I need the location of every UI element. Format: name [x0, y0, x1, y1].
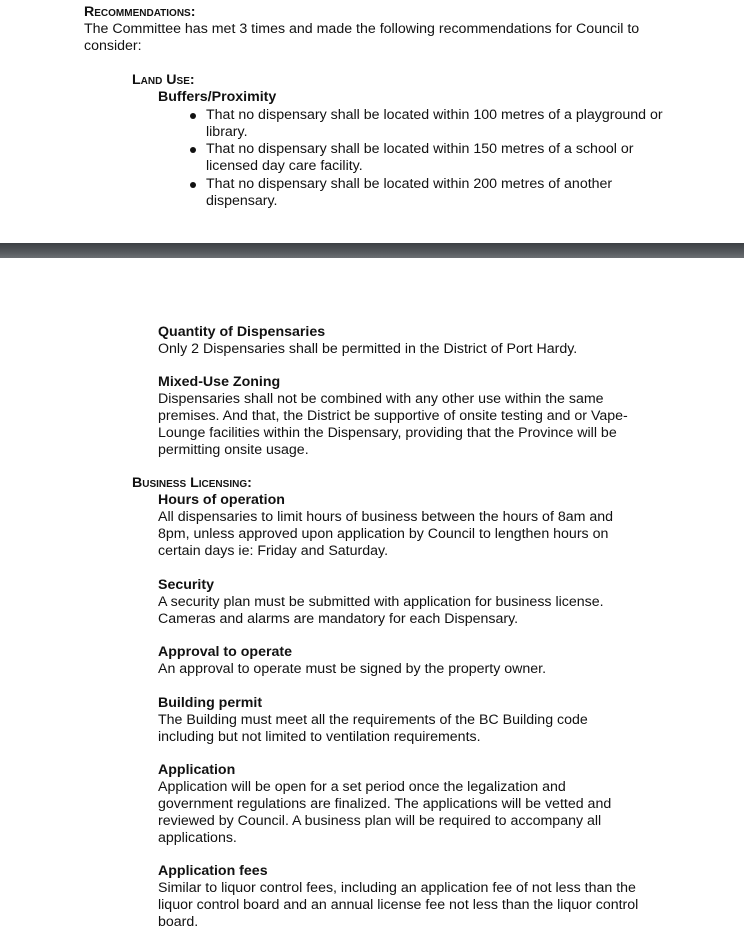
mixed-use-heading: Mixed-Use Zoning [158, 374, 281, 390]
recommendations-intro: The Committee has met 3 times and made the following recommendations for Council to consider: [84, 21, 640, 54]
section-hours [158, 492, 636, 560]
section-security [158, 577, 638, 628]
buffers-heading: Buffers/Proximity [158, 89, 277, 105]
section-application-fees [158, 863, 663, 931]
section-application [158, 762, 643, 847]
section-approval [158, 644, 658, 678]
quantity-heading: Quantity of Dispensaries [158, 324, 326, 340]
recommendations-heading: Recommendations: [84, 4, 196, 20]
buffer-rule-1: That no dispensary shall be located within 100 metres of a playground or library. [206, 107, 663, 140]
security-text: A security plan must be submitted with application for business license. Cameras and alarms are mandatory for each Dispensary. [158, 594, 604, 627]
buffer-rule-3: That no dispensary shall be located within 200 metres of another dispensary. [206, 176, 613, 209]
business-licensing-heading: Business Licensing: [132, 475, 252, 491]
building-text: The Building must meet all the requirements of the BC Building code including but not limited to ventilation requirements. [158, 712, 588, 745]
buffer-rule-2: That no dispensary shall be located within 150 metres of a school or licensed day care facility. [206, 141, 634, 174]
section-quantity [158, 324, 658, 358]
fees-text: Similar to liquor control fees, including an application fee of not less than the liquor control board and an annual license fee not less than the liquor control board. [158, 880, 639, 930]
mixed-use-text: Dispensaries shall not be combined with any other use within the same premises. And that, the District be supportive of onsite testing and or Vape-Lounge facilities within the Dispensary, providing that the Province will be permitting onsite usage. [158, 391, 628, 458]
land-use-heading: Land Use: [132, 72, 195, 88]
building-heading: Building permit [158, 695, 263, 711]
quantity-text: Only 2 Dispensaries shall be permitted in the District of Port Hardy. [158, 341, 578, 357]
page-1-fragment [0, 0, 744, 243]
approval-text: An approval to operate must be signed by the property owner. [158, 661, 547, 677]
hours-heading: Hours of operation [158, 492, 285, 508]
page-separator [0, 243, 744, 258]
application-text: Application will be open for a set period once the legalization and government regulations are finalized. The applications will be vetted and reviewed by Council. A business plan will be required to accompany all applications. [158, 779, 612, 846]
security-heading: Security [158, 577, 214, 593]
approval-heading: Approval to operate [158, 644, 293, 660]
section-building-permit [158, 695, 628, 746]
hours-text: All dispensaries to limit hours of business between the hours of 8am and 8pm, unless approved upon application by Council to lengthen hours on certain days ie: Friday and Saturday. [158, 509, 614, 559]
application-heading: Application [158, 762, 236, 778]
section-mixed-use [158, 374, 650, 459]
fees-heading: Application fees [158, 863, 268, 879]
